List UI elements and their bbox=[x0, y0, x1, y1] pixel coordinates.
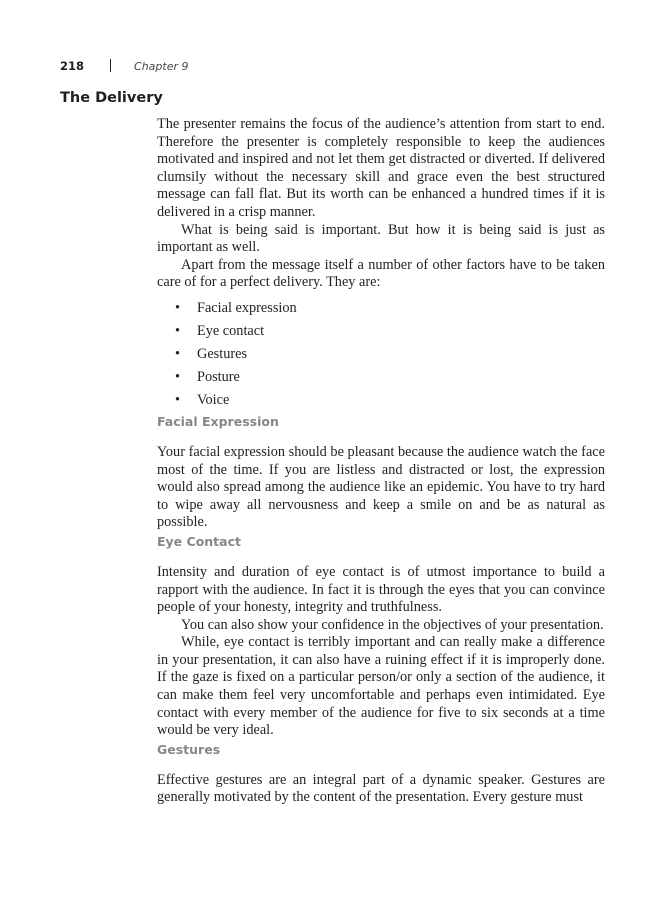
list-item: • Gestures bbox=[157, 343, 605, 366]
eye-contact-paragraph-1: Intensity and duration of eye contact is of utmost importance to build a rapport with the audience. In fact it is through the eyes that you can convince people of your honesty, integrity and truthfulness. bbox=[157, 563, 605, 616]
header-divider bbox=[110, 59, 111, 72]
facial-expression-heading: Facial Expression bbox=[157, 413, 279, 429]
bullet-icon: • bbox=[175, 345, 181, 362]
bullet-icon: • bbox=[175, 322, 181, 339]
list-item: • Voice bbox=[157, 389, 605, 412]
intro-paragraph-1: The presenter remains the focus of the audience’s attention from start to end. Therefore the presenter is completely responsible to keep the audiences motivated and inspired and not let them get distracted or diverted. If delivered clumsily without the necessary skill and grace even the best structured message can fall flat. But its worth can be enhanced a hundred times if it is delivered in a crisp manner. bbox=[157, 116, 605, 220]
section-title: The Delivery bbox=[60, 90, 163, 106]
eye-contact-heading: Eye Contact bbox=[157, 533, 241, 549]
list-item: • Facial expression bbox=[157, 297, 605, 320]
bullet-icon: • bbox=[175, 299, 181, 316]
gestures-heading: Gestures bbox=[157, 741, 221, 757]
running-head bbox=[60, 58, 189, 74]
facial-expression-paragraph: Your facial expression should be pleasant because the audience watch the face most of the time. If you are listless and distracted or lost, the expression would also spread among the audience like an epidemic. You have to try hard to wipe away all nervousness and keep a smile on and be as natural as possible. bbox=[157, 443, 605, 531]
bullet-icon: • bbox=[175, 391, 181, 408]
delivery-factors-list bbox=[157, 297, 605, 412]
list-item: • Eye contact bbox=[157, 320, 605, 343]
intro-paragraph-3: Apart from the message itself a number of other factors have to be taken care of for a perfect delivery. They are: bbox=[157, 256, 605, 291]
chapter-label: Chapter 9 bbox=[134, 60, 189, 73]
intro-paragraph-2: What is being said is important. But how it is being said is just as important as well. bbox=[157, 221, 605, 256]
eye-contact-paragraph-2: You can also show your confidence in the objectives of your presentation. bbox=[181, 616, 604, 633]
eye-contact-paragraph-3: While, eye contact is terribly important and can really make a difference in your presentation, it can also have a ruining effect if it is improperly done. If the gaze is fixed on a particular person/or only a section of the audience, it can make them feel very uncomfortable and perhaps even intimidated. Eye contact with every member of the audience for five to six seconds at a time would be very ideal. bbox=[157, 634, 605, 739]
bullet-icon: • bbox=[175, 368, 181, 385]
gestures-paragraph: Effective gestures are an integral part of a dynamic speaker. Gestures are generally motivated by the content of the presentation. Every gesture must bbox=[157, 771, 605, 806]
body-text bbox=[157, 116, 605, 807]
list-item: • Posture bbox=[157, 366, 605, 389]
page-number: 218 bbox=[60, 59, 85, 73]
